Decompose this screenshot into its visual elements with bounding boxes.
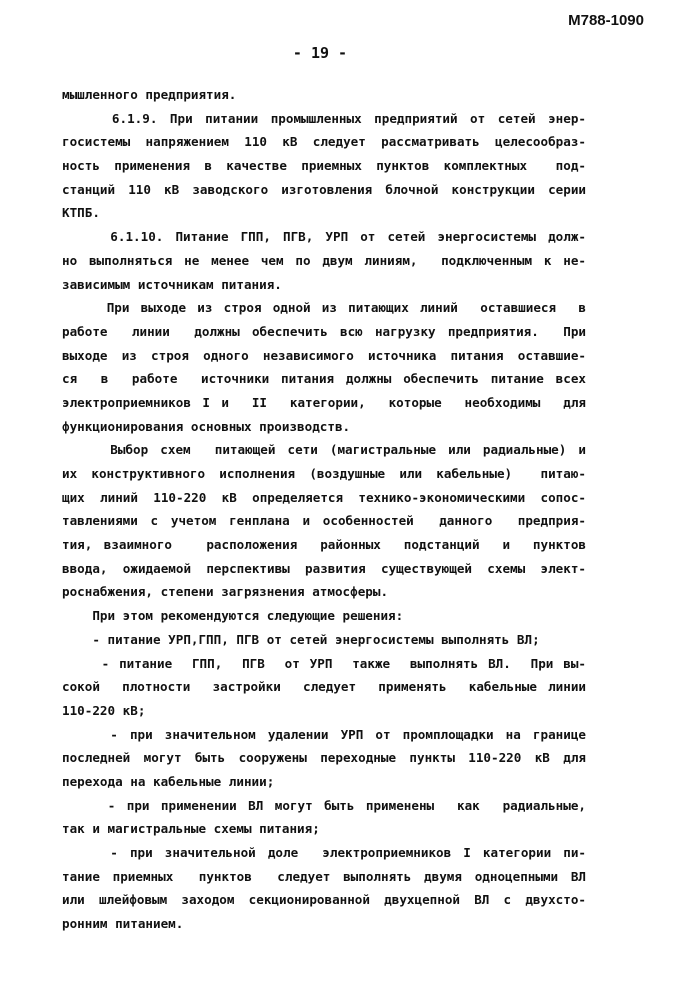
text-line: КТПБ. (62, 205, 100, 221)
text-line: госистемы напряжением 110 кВ следует рассматривать целесообраз- (62, 134, 586, 150)
paragraph (62, 628, 586, 652)
document-code: М788-1090 (568, 12, 644, 29)
text-line: роснабжения, степени загрязнения атмосферы. (62, 584, 389, 600)
text-line: При этом рекомендуются следующие решения: (62, 608, 404, 624)
text-line: щих линий 110-220 кВ определяется технико-экономическими сопос- (62, 489, 586, 505)
text-line: так и магистральные схемы питания; (62, 821, 320, 837)
text-line: мышленного предприятия. (62, 87, 237, 102)
paragraph (62, 652, 586, 723)
text-line: работе линии должны обеспечить всю нагрузку предприятия. При (62, 323, 586, 339)
paragraph (62, 107, 586, 225)
text-line: электроприемников I и II категории, которые необходимы для (62, 394, 586, 410)
page-number: - 19 - (292, 44, 348, 62)
text-line: или шлейфовым заходом секционированной двухцепной ВЛ с двухсто- (62, 892, 586, 908)
text-line: зависимым источникам питания. (62, 276, 282, 292)
text-line: - при применении ВЛ могут быть применены как радиальные, (62, 797, 586, 813)
paragraph (62, 225, 586, 296)
text-line: последней могут быть сооружены переходные пункты 110-220 кВ для (62, 750, 586, 766)
text-line: но выполняться не менее чем по двум линиям, подключенным к не- (62, 252, 586, 268)
text-line: - при значительной доле электроприемников I категории пи- (62, 845, 586, 860)
text-line: выходе из строя одного независимого источника питания оставшие- (62, 347, 586, 363)
text-line: ся в работе источники питания должны обеспечить питание всех (62, 371, 586, 387)
text-line: сокой плотности застройки следует применять кабельные линии (62, 679, 586, 695)
paragraph (62, 604, 586, 628)
paragraph (62, 794, 586, 841)
text-line: 6.1.9. При питании промышленных предприятий от сетей энер- (62, 110, 586, 126)
paragraph (62, 723, 586, 794)
text-line: При выходе из строя одной из питающих линий оставшиеся в (62, 300, 586, 316)
text-line: 110-220 кВ; (62, 702, 146, 718)
text-line: - при значительном удалении УРП от промплощадки на границе (62, 726, 586, 742)
text-line: ность применения в качестве приемных пунктов комплектных под- (62, 158, 586, 174)
text-line: перехода на кабельные линии; (62, 773, 275, 789)
document-body (62, 83, 586, 936)
text-line: 6.1.10. Питание ГПП, ПГВ, УРП от сетей энергосистемы долж- (62, 229, 586, 245)
text-line: тия, взаимного расположения районных подстанций и пунктов (62, 537, 586, 553)
text-line: функционирования основных производств. (62, 418, 351, 434)
text-line: тавлениями с учетом генплана и особенностей данного предприя- (62, 513, 586, 529)
text-line: ввода, ожидаемой перспективы развития существующей схемы элект- (62, 560, 586, 576)
paragraph (62, 841, 586, 936)
paragraph (62, 83, 586, 107)
text-line: - питание УРП,ГПП, ПГВ от сетей энергосистемы выполнять ВЛ; (62, 631, 540, 647)
text-line: их конструктивного исполнения (воздушные или кабельные) питаю- (62, 466, 586, 481)
text-line: - питание ГПП, ПГВ от УРП также выполнять ВЛ. При вы- (62, 655, 586, 671)
text-line: тание приемных пунктов следует выполнять двумя одноцепными ВЛ (62, 868, 586, 884)
text-line: станций 110 кВ заводского изготовления блочной конструкции серии (62, 181, 586, 197)
text-line: ронним питанием. (62, 916, 184, 932)
paragraph (62, 296, 586, 438)
paragraph (62, 438, 586, 604)
text-line: Выбор схем питающей сети (магистральные или радиальные) и (62, 442, 586, 458)
